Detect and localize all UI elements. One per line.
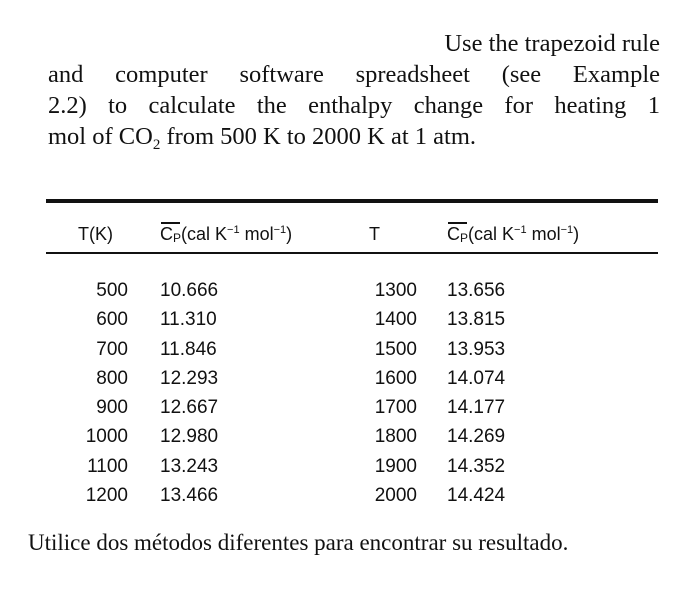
cp-symbol-2: C — [447, 224, 460, 244]
table-top-rule — [46, 199, 658, 203]
temperature-cell: 900 — [96, 397, 128, 419]
heat-capacity-cell: 13.656 — [447, 280, 506, 301]
heat-capacity-cell: 14.269 — [447, 426, 506, 448]
heat-capacity-cell: 12.667 — [160, 397, 219, 419]
cp-bar-symbol-1 — [160, 224, 181, 245]
cp-subscript-2: P — [460, 231, 469, 245]
header-temperature-1: T(K) — [78, 224, 113, 244]
temperature-cell: 500 — [96, 280, 128, 301]
problem-line-4-pre: mol of CO — [48, 123, 153, 150]
problem-line-4 — [48, 121, 660, 152]
temperature-cell: 1000 — [85, 426, 128, 448]
problem-statement — [48, 28, 660, 152]
header-heat-capacity-1 — [160, 224, 292, 245]
table-header-rule — [46, 252, 658, 254]
problem-line-3: 2.2) to calculate the enthalpy change for heating 1 — [48, 92, 660, 119]
cp-bar-symbol-2 — [447, 224, 468, 245]
problem-line-1: Use the trapezoid rule — [444, 30, 660, 57]
temperature-cell: 1100 — [87, 455, 128, 477]
table-row — [0, 456, 700, 485]
table-row — [0, 280, 700, 309]
cp-units-open-1: (cal K — [181, 224, 228, 244]
heat-capacity-cell: 14.177 — [447, 397, 506, 419]
problem-line-4-post: from 500 K to 2000 K at 1 atm. — [160, 123, 477, 150]
cp-units-close-2: ) — [573, 224, 580, 244]
footer-instruction: Utilice dos métodos diferentes para encontrar su resultado. — [28, 530, 569, 555]
cp-subscript-1: P — [173, 231, 182, 245]
heat-capacity-cell: 14.074 — [447, 367, 506, 389]
temperature-cell: 800 — [96, 367, 128, 389]
temperature-cell: 1400 — [374, 309, 417, 331]
cp-units-mid-2: mol — [526, 224, 561, 244]
cp-exp1-2: −1 — [514, 224, 527, 236]
temperature-cell: 1200 — [85, 485, 128, 507]
cp-exp2-1: −1 — [273, 224, 287, 236]
heat-capacity-cell: 10.666 — [160, 280, 219, 301]
heat-capacity-cell: 11.846 — [160, 338, 217, 360]
heat-capacity-cell: 13.243 — [160, 455, 219, 477]
table-row — [0, 309, 700, 338]
temperature-cell: 1600 — [374, 367, 417, 389]
temperature-cell: 1700 — [374, 397, 417, 419]
cp-units-mid-1: mol — [239, 224, 274, 244]
temperature-cell: 2000 — [374, 485, 417, 507]
table-row — [0, 397, 700, 426]
cp-units-open-2: (cal K — [468, 224, 515, 244]
table-body — [0, 280, 700, 514]
cp-units-close-1: ) — [286, 224, 293, 244]
temperature-cell: 1800 — [374, 426, 417, 448]
temperature-cell: 1300 — [374, 280, 417, 301]
temperature-cell: 700 — [96, 338, 128, 360]
heat-capacity-cell: 12.293 — [160, 367, 219, 389]
heat-capacity-cell: 13.953 — [447, 338, 506, 360]
problem-line-2: and computer software spreadsheet (see Example — [48, 61, 660, 88]
table-row — [0, 339, 700, 368]
heat-capacity-cell: 13.466 — [160, 485, 219, 507]
header-heat-capacity-2 — [447, 224, 579, 245]
heat-capacity-cell: 14.424 — [447, 485, 506, 507]
table-row — [0, 368, 700, 397]
temperature-cell: 1900 — [374, 455, 417, 477]
cp-exp1-1: −1 — [227, 224, 240, 236]
cp-symbol-1: C — [160, 224, 173, 244]
table-row — [0, 426, 700, 455]
heat-capacity-cell: 11.310 — [160, 309, 217, 331]
heat-capacity-cell: 13.815 — [447, 309, 506, 331]
co2-subscript: 2 — [152, 137, 161, 153]
heat-capacity-cell: 12.980 — [160, 426, 219, 448]
header-temperature-2: T — [369, 224, 380, 244]
temperature-cell: 600 — [96, 309, 128, 331]
cp-exp2-2: −1 — [560, 224, 574, 236]
table-row — [0, 485, 700, 514]
heat-capacity-cell: 14.352 — [447, 455, 506, 477]
temperature-cell: 1500 — [374, 338, 417, 360]
